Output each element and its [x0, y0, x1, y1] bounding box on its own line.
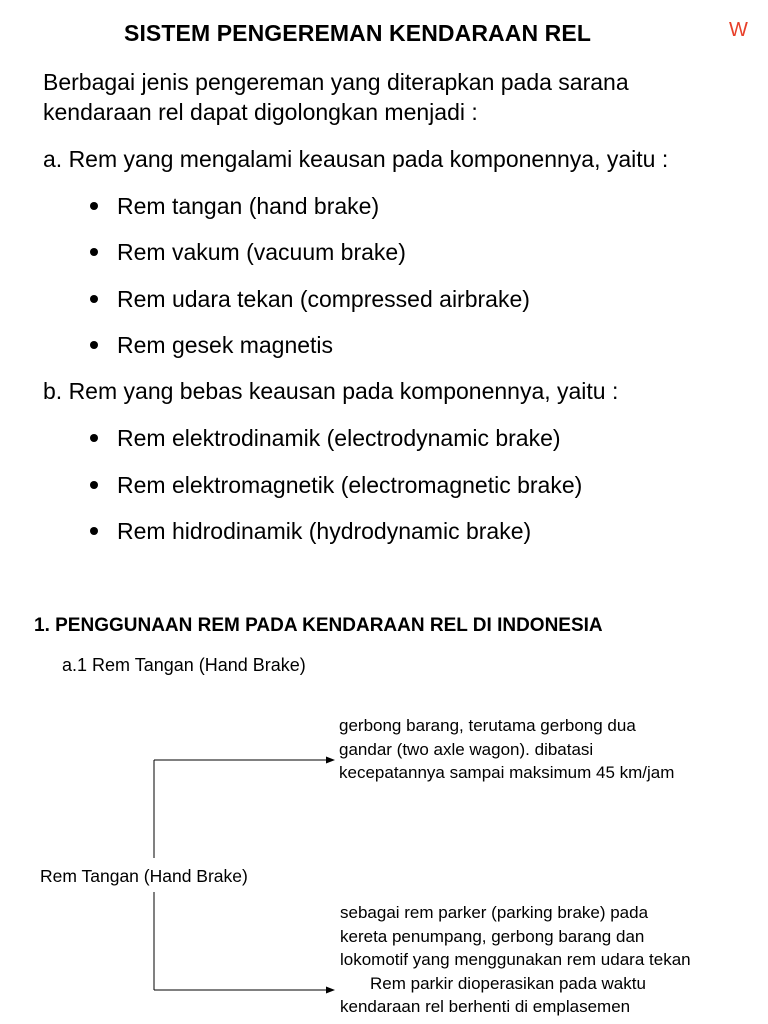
section-b-label: b. Rem yang bebas keausan pada komponennya, yaitu :	[43, 378, 619, 404]
diagram-box-bottom-text: sebagai rem parker (parking brake) pada kereta penumpang, gerbong barang dan lokomotif yang menggunakan rem udara tekan	[340, 903, 691, 969]
subsection-heading: a.1 Rem Tangan (Hand Brake)	[62, 655, 306, 675]
diagram-box-bottom-continued: Rem parkir dioperasikan pada waktu kendaraan rel berhenti di emplasemen	[340, 973, 646, 1016]
list-item-text: Rem vakum (vacuum brake)	[117, 239, 406, 265]
list-item-text: Rem gesek magnetis	[117, 332, 334, 358]
list-item-text: Rem elektromagnetik (electromagnetic brake)	[117, 472, 583, 498]
corner-mark: W	[729, 19, 748, 41]
section-heading: 1. PENGGUNAAN REM PADA KENDARAAN REL DI INDONESIA	[34, 615, 603, 636]
diagram-root-label: Rem Tangan (Hand Brake)	[40, 866, 248, 886]
list-item-text: Rem elektrodinamik (electrodynamic brake)	[117, 425, 561, 451]
diagram-box-top: gerbong barang, terutama gerbong dua gandar (two axle wagon). dibatasi kecepatannya sampai maksimum 45 km/jam	[339, 716, 675, 782]
diagram-box-bottom	[340, 901, 700, 1019]
arrow-right-icon	[326, 987, 335, 994]
list-item-text: Rem tangan (hand brake)	[117, 193, 380, 219]
list-item-text: Rem udara tekan (compressed airbrake)	[117, 286, 530, 312]
intro-paragraph: Berbagai jenis pengereman yang diterapkan pada sarana kendaraan rel dapat digolongkan menjadi :	[43, 69, 629, 125]
page-title: SISTEM PENGEREMAN KENDARAAN REL	[124, 20, 591, 46]
section-a-label: a. Rem yang mengalami keausan pada komponennya, yaitu :	[43, 146, 669, 172]
list-item-text: Rem hidrodinamik (hydrodynamic brake)	[117, 518, 532, 544]
arrow-right-icon	[326, 757, 335, 764]
